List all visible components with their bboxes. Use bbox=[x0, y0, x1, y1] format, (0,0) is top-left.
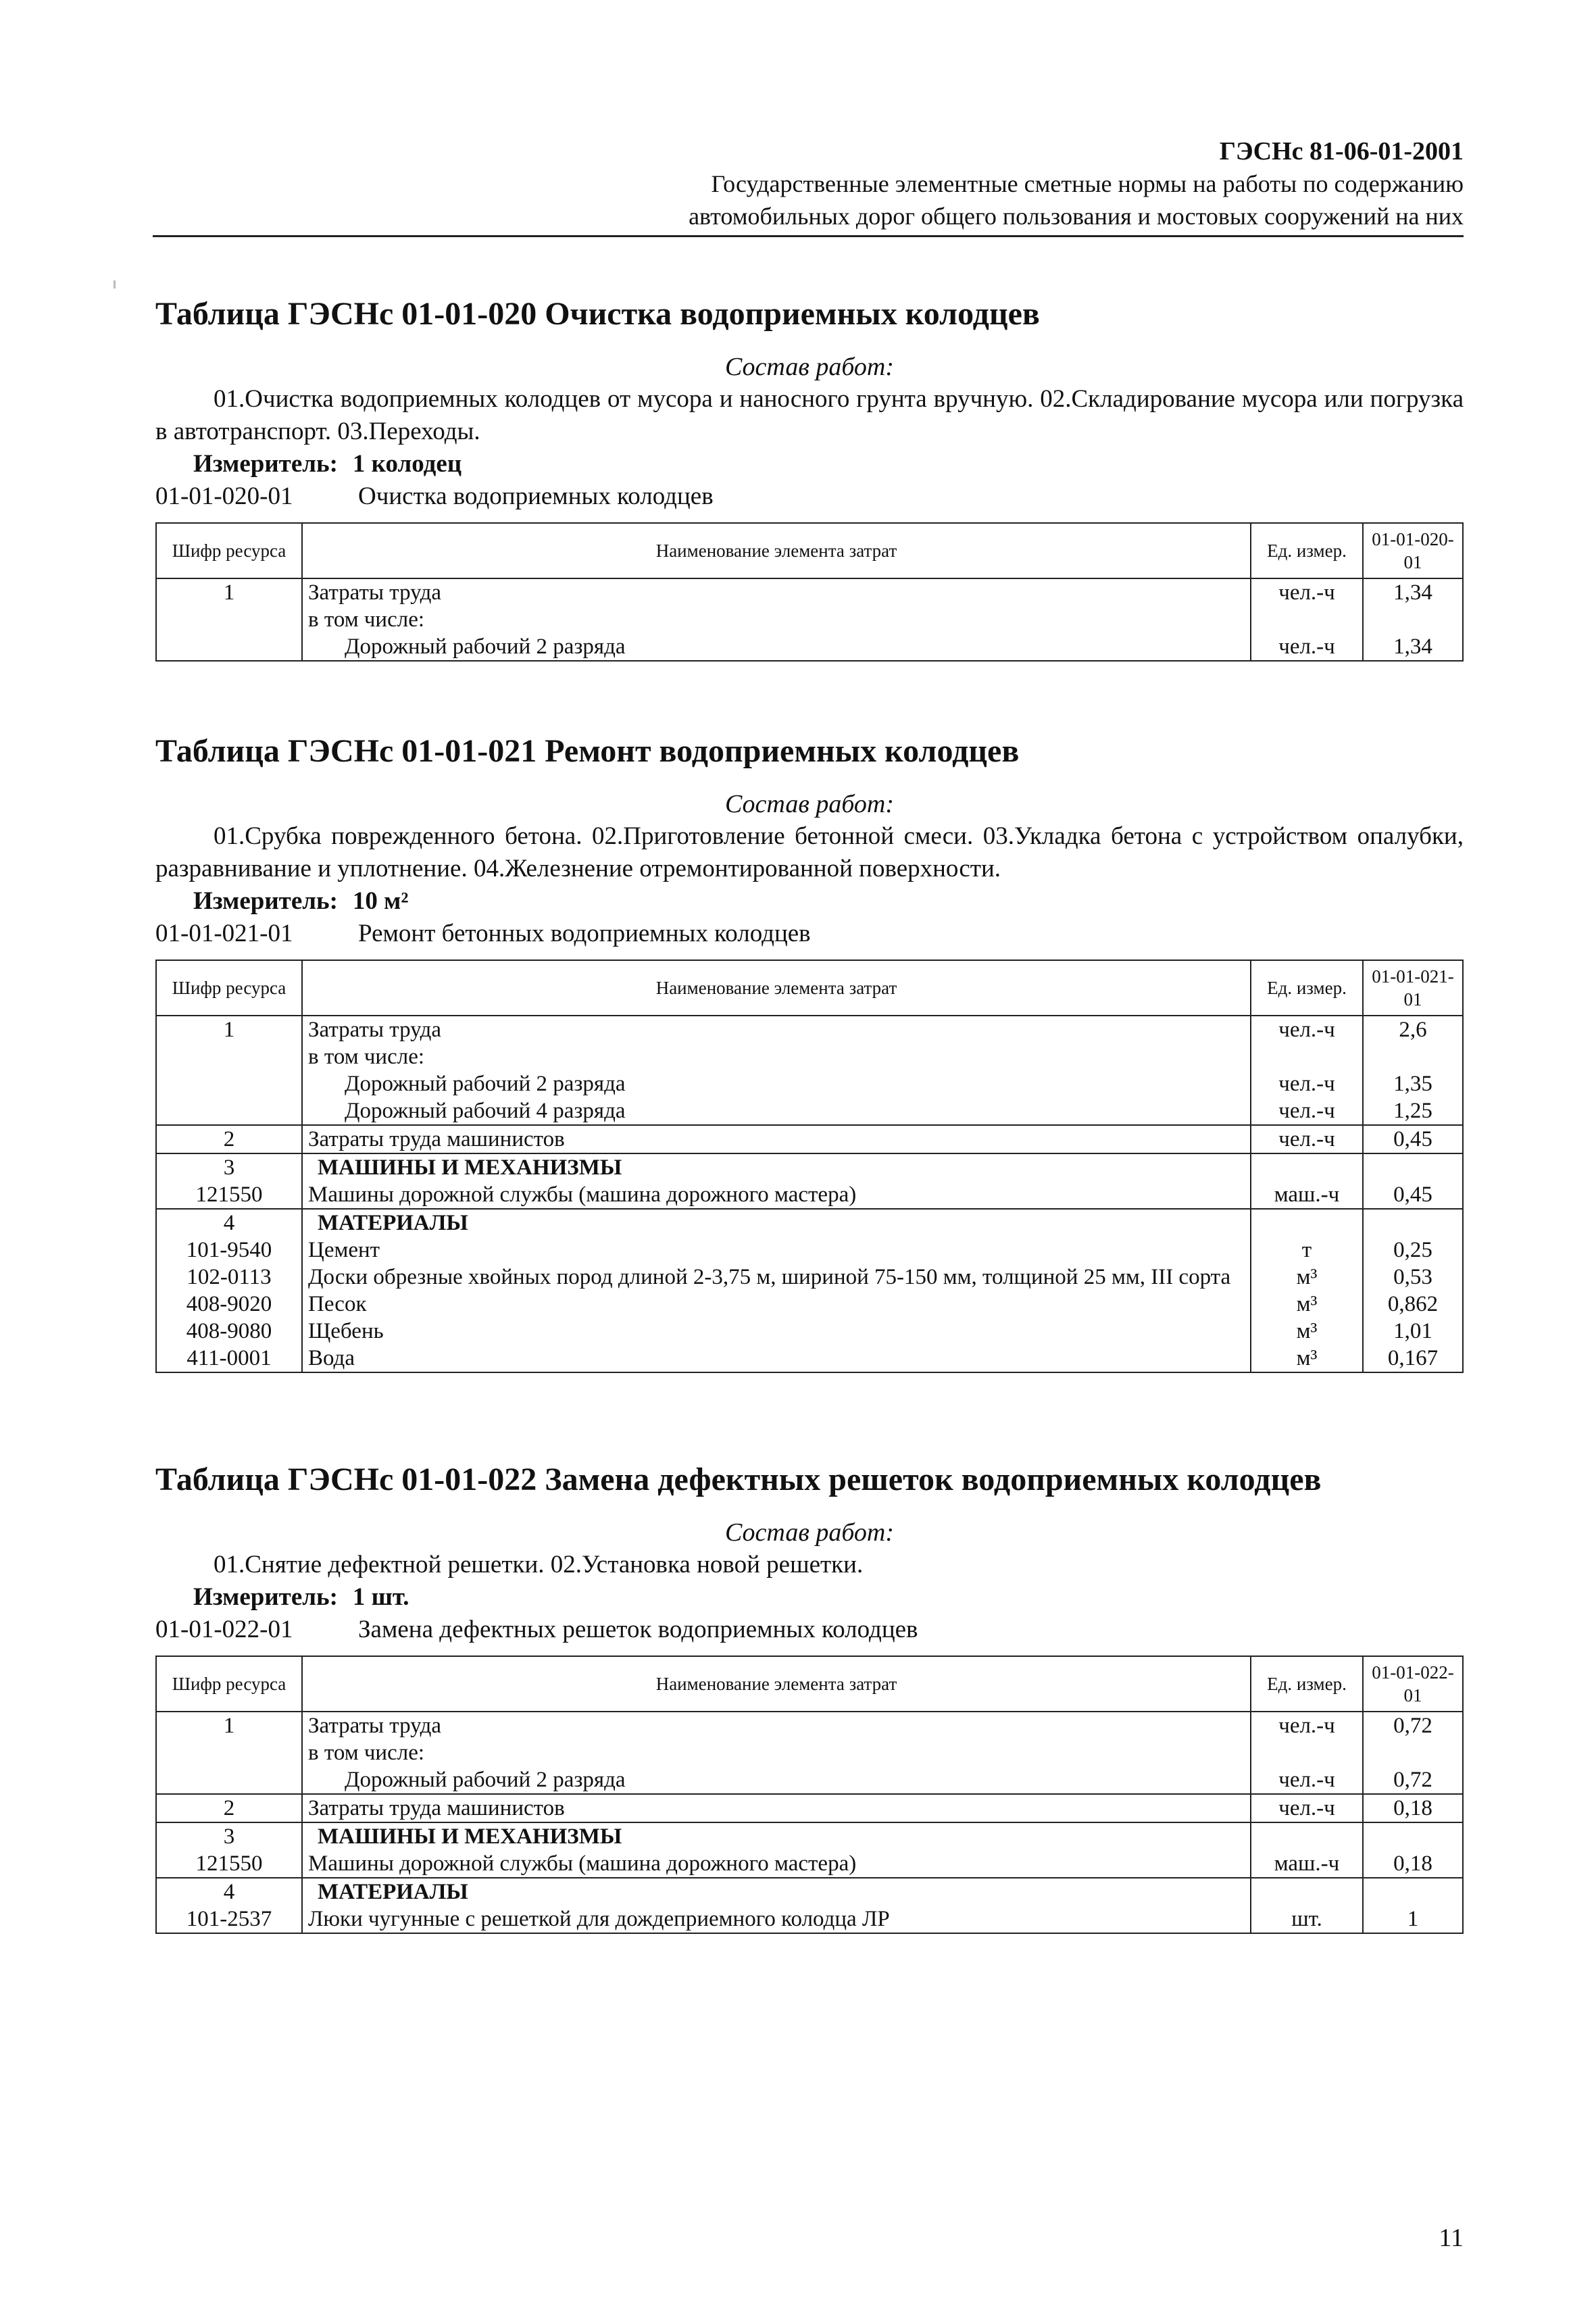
row-name: Затраты труда машинистов bbox=[302, 1125, 1251, 1153]
row-value: 1 bbox=[1363, 1906, 1463, 1933]
row-name: Доски обрезные хвойных пород длиной 2-3,75 м, шириной 75-150 мм, толщиной 25 мм, III сорта bbox=[302, 1264, 1251, 1291]
row-name: Дорожный рабочий 2 разряда bbox=[302, 633, 1251, 661]
col-header-unit: Ед. измер. bbox=[1251, 1656, 1363, 1712]
resource-table bbox=[155, 960, 1464, 1373]
row-unit bbox=[1251, 1822, 1363, 1850]
row-code: 102-0113 bbox=[156, 1264, 302, 1291]
row-unit bbox=[1251, 1153, 1363, 1181]
row-code: 3 bbox=[156, 1153, 302, 1181]
row-unit bbox=[1251, 1739, 1363, 1766]
row-value bbox=[1363, 1739, 1463, 1766]
row-name: Машины дорожной службы (машина дорожного мастера) bbox=[302, 1181, 1251, 1209]
row-unit: чел.-ч bbox=[1251, 633, 1363, 661]
row-value: 0,45 bbox=[1363, 1181, 1463, 1209]
table-row bbox=[156, 1712, 1463, 1739]
row-name: Дорожный рабочий 2 разряда bbox=[302, 1070, 1251, 1097]
table-row bbox=[156, 1794, 1463, 1822]
row-unit: чел.-ч bbox=[1251, 1712, 1363, 1739]
row-name: Машины дорожной службы (машина дорожного мастера) bbox=[302, 1850, 1251, 1878]
col-header-code: Шифр ресурса bbox=[156, 523, 302, 578]
table-row bbox=[156, 1237, 1463, 1264]
row-unit: маш.-ч bbox=[1251, 1181, 1363, 1209]
row-value: 0,45 bbox=[1363, 1125, 1463, 1153]
works-text: 01.Очистка водоприемных колодцев от мусора и наносного грунта вручную. 02.Складирование мусора или погрузка в автотранспорт. 03.Переходы. bbox=[155, 385, 1464, 445]
works-text: 01.Снятие дефектной решетки. 02.Установка новой решетки. bbox=[214, 1551, 864, 1578]
table-row bbox=[156, 1739, 1463, 1766]
table-header-row bbox=[156, 960, 1463, 1016]
running-header bbox=[180, 135, 1464, 232]
row-value: 0,167 bbox=[1363, 1345, 1463, 1372]
row-unit: чел.-ч bbox=[1251, 1766, 1363, 1794]
col-header-norm: 01-01-022-01 bbox=[1363, 1656, 1463, 1712]
row-code: 2 bbox=[156, 1794, 302, 1822]
measure-value: 10 м² bbox=[352, 887, 409, 915]
table-row bbox=[156, 1291, 1463, 1318]
row-unit: маш.-ч bbox=[1251, 1850, 1363, 1878]
header-rule bbox=[153, 235, 1464, 237]
row-value bbox=[1363, 1153, 1463, 1181]
row-value bbox=[1363, 1822, 1463, 1850]
col-header-norm: 01-01-021-01 bbox=[1363, 960, 1463, 1016]
scan-speck bbox=[114, 280, 116, 289]
norm-code: 01-01-022-01 bbox=[155, 1616, 293, 1643]
row-code bbox=[156, 606, 302, 633]
row-name: Затраты труда bbox=[302, 578, 1251, 606]
measure-line bbox=[155, 885, 1464, 918]
col-header-name: Наименование элемента затрат bbox=[302, 1656, 1251, 1712]
row-name: Щебень bbox=[302, 1318, 1251, 1345]
row-unit: чел.-ч bbox=[1251, 1794, 1363, 1822]
norm-line bbox=[155, 1614, 1464, 1646]
table-row-category bbox=[156, 1822, 1463, 1850]
norm-name: Очистка водоприемных колодцев bbox=[358, 482, 714, 510]
table-header-row bbox=[156, 523, 1463, 578]
row-code bbox=[156, 1097, 302, 1125]
section-title: Таблица ГЭСНс 01-01-022 Замена дефектных решеток водоприемных колодцев bbox=[155, 1462, 1322, 1497]
row-unit: м³ bbox=[1251, 1264, 1363, 1291]
norm-line bbox=[155, 918, 1464, 950]
section-01-01-022 bbox=[155, 1460, 1464, 1934]
row-unit: чел.-ч bbox=[1251, 1016, 1363, 1043]
header-line-1: Государственные элементные сметные нормы на работы по содержанию bbox=[711, 170, 1464, 197]
sostav-label: Состав работ: bbox=[724, 790, 895, 818]
row-name: Затраты труда bbox=[302, 1016, 1251, 1043]
row-unit: чел.-ч bbox=[1251, 1097, 1363, 1125]
norm-name: Замена дефектных решеток водоприемных колодцев bbox=[358, 1616, 918, 1643]
row-code bbox=[156, 1043, 302, 1070]
col-header-code: Шифр ресурса bbox=[156, 960, 302, 1016]
works-text: 01.Срубка поврежденного бетона. 02.Приготовление бетонной смеси. 03.Укладка бетона с устройством опалубки, разравнивание и уплотнение. 04.Железнение отремонтированной поверхности. bbox=[155, 822, 1464, 882]
row-name: Цемент bbox=[302, 1237, 1251, 1264]
row-name: МАТЕРИАЛЫ bbox=[302, 1878, 1251, 1906]
table-row bbox=[156, 1318, 1463, 1345]
row-value: 0,72 bbox=[1363, 1712, 1463, 1739]
resource-table bbox=[155, 522, 1464, 662]
row-value bbox=[1363, 1043, 1463, 1070]
row-unit bbox=[1251, 1043, 1363, 1070]
row-code bbox=[156, 633, 302, 661]
col-header-norm: 01-01-020-01 bbox=[1363, 523, 1463, 578]
table-row bbox=[156, 1070, 1463, 1097]
measure-label: Измеритель: bbox=[193, 1583, 338, 1611]
table-row bbox=[156, 1345, 1463, 1372]
table-row bbox=[156, 1016, 1463, 1043]
row-code bbox=[156, 1739, 302, 1766]
row-name: Вода bbox=[302, 1345, 1251, 1372]
row-name: в том числе: bbox=[302, 606, 1251, 633]
table-row bbox=[156, 633, 1463, 661]
table-row bbox=[156, 1850, 1463, 1878]
row-value: 0,862 bbox=[1363, 1291, 1463, 1318]
row-code: 408-9020 bbox=[156, 1291, 302, 1318]
measure-label: Измеритель: bbox=[193, 450, 338, 478]
row-unit: м³ bbox=[1251, 1318, 1363, 1345]
row-value: 0,25 bbox=[1363, 1237, 1463, 1264]
row-value: 0,53 bbox=[1363, 1264, 1463, 1291]
row-name: МАТЕРИАЛЫ bbox=[302, 1209, 1251, 1237]
standard-code: ГЭСНс 81-06-01-2001 bbox=[1219, 137, 1464, 166]
row-value bbox=[1363, 606, 1463, 633]
header-line-2: автомобильных дорог общего пользования и мостовых сооружений на них bbox=[689, 203, 1464, 230]
row-unit: м³ bbox=[1251, 1345, 1363, 1372]
norm-name: Ремонт бетонных водоприемных колодцев bbox=[358, 920, 811, 947]
col-header-unit: Ед. измер. bbox=[1251, 523, 1363, 578]
col-header-unit: Ед. измер. bbox=[1251, 960, 1363, 1016]
measure-line bbox=[155, 1581, 1464, 1614]
row-code: 3 bbox=[156, 1822, 302, 1850]
row-name: Песок bbox=[302, 1291, 1251, 1318]
row-code: 121550 bbox=[156, 1850, 302, 1878]
table-row-category bbox=[156, 1209, 1463, 1237]
section-01-01-021 bbox=[155, 731, 1464, 1373]
table-row-category bbox=[156, 1878, 1463, 1906]
section-title: Таблица ГЭСНс 01-01-021 Ремонт водоприемных колодцев bbox=[155, 733, 1020, 769]
table-row bbox=[156, 578, 1463, 606]
row-name: Дорожный рабочий 4 разряда bbox=[302, 1097, 1251, 1125]
row-name: Затраты труда bbox=[302, 1712, 1251, 1739]
row-value bbox=[1363, 1209, 1463, 1237]
table-row bbox=[156, 1125, 1463, 1153]
sostav-label: Состав работ: bbox=[724, 353, 895, 381]
row-unit: м³ bbox=[1251, 1291, 1363, 1318]
row-unit bbox=[1251, 1209, 1363, 1237]
section-title: Таблица ГЭСНс 01-01-020 Очистка водоприемных колодцев bbox=[155, 296, 1040, 332]
row-value: 0,18 bbox=[1363, 1850, 1463, 1878]
table-row bbox=[156, 1906, 1463, 1933]
row-code: 1 bbox=[156, 1712, 302, 1739]
row-name: Люки чугунные с решеткой для дождеприемного колодца ЛР bbox=[302, 1906, 1251, 1933]
row-code: 4 bbox=[156, 1878, 302, 1906]
measure-value: 1 шт. bbox=[352, 1583, 409, 1611]
table-row bbox=[156, 1097, 1463, 1125]
section-01-01-020 bbox=[155, 294, 1464, 662]
row-code: 101-2537 bbox=[156, 1906, 302, 1933]
table-row bbox=[156, 1264, 1463, 1291]
row-value bbox=[1363, 1878, 1463, 1906]
sostav-label: Состав работ: bbox=[724, 1518, 895, 1547]
row-unit: чел.-ч bbox=[1251, 578, 1363, 606]
row-unit: шт. bbox=[1251, 1906, 1363, 1933]
table-header-row bbox=[156, 1656, 1463, 1712]
row-code: 408-9080 bbox=[156, 1318, 302, 1345]
col-header-code: Шифр ресурса bbox=[156, 1656, 302, 1712]
table-row bbox=[156, 606, 1463, 633]
row-code: 4 bbox=[156, 1209, 302, 1237]
row-value: 1,01 bbox=[1363, 1318, 1463, 1345]
row-name: Затраты труда машинистов bbox=[302, 1794, 1251, 1822]
measure-value: 1 колодец bbox=[352, 450, 462, 478]
page-number: 11 bbox=[1439, 2224, 1464, 2252]
norm-code: 01-01-020-01 bbox=[155, 482, 293, 510]
col-header-name: Наименование элемента затрат bbox=[302, 523, 1251, 578]
row-value: 0,18 bbox=[1363, 1794, 1463, 1822]
row-code bbox=[156, 1766, 302, 1794]
resource-table bbox=[155, 1656, 1464, 1934]
row-name: в том числе: bbox=[302, 1739, 1251, 1766]
row-value: 1,35 bbox=[1363, 1070, 1463, 1097]
col-header-name: Наименование элемента затрат bbox=[302, 960, 1251, 1016]
row-name: МАШИНЫ И МЕХАНИЗМЫ bbox=[302, 1822, 1251, 1850]
row-unit: чел.-ч bbox=[1251, 1070, 1363, 1097]
row-code: 1 bbox=[156, 1016, 302, 1043]
norm-line bbox=[155, 480, 1464, 513]
table-row bbox=[156, 1766, 1463, 1794]
row-code: 2 bbox=[156, 1125, 302, 1153]
row-value: 1,34 bbox=[1363, 578, 1463, 606]
row-code bbox=[156, 1070, 302, 1097]
norm-code: 01-01-021-01 bbox=[155, 920, 293, 947]
measure-line bbox=[155, 448, 1464, 480]
table-row-category bbox=[156, 1153, 1463, 1181]
table-row bbox=[156, 1043, 1463, 1070]
row-value: 0,72 bbox=[1363, 1766, 1463, 1794]
row-value: 1,25 bbox=[1363, 1097, 1463, 1125]
row-code: 411-0001 bbox=[156, 1345, 302, 1372]
row-unit: т bbox=[1251, 1237, 1363, 1264]
row-code: 1 bbox=[156, 578, 302, 606]
row-unit: чел.-ч bbox=[1251, 1125, 1363, 1153]
row-unit bbox=[1251, 1878, 1363, 1906]
row-code: 101-9540 bbox=[156, 1237, 302, 1264]
row-name: Дорожный рабочий 2 разряда bbox=[302, 1766, 1251, 1794]
row-name: в том числе: bbox=[302, 1043, 1251, 1070]
row-name: МАШИНЫ И МЕХАНИЗМЫ bbox=[302, 1153, 1251, 1181]
measure-label: Измеритель: bbox=[193, 887, 338, 915]
row-unit bbox=[1251, 606, 1363, 633]
row-code: 121550 bbox=[156, 1181, 302, 1209]
table-row bbox=[156, 1181, 1463, 1209]
row-value: 2,6 bbox=[1363, 1016, 1463, 1043]
row-value: 1,34 bbox=[1363, 633, 1463, 661]
